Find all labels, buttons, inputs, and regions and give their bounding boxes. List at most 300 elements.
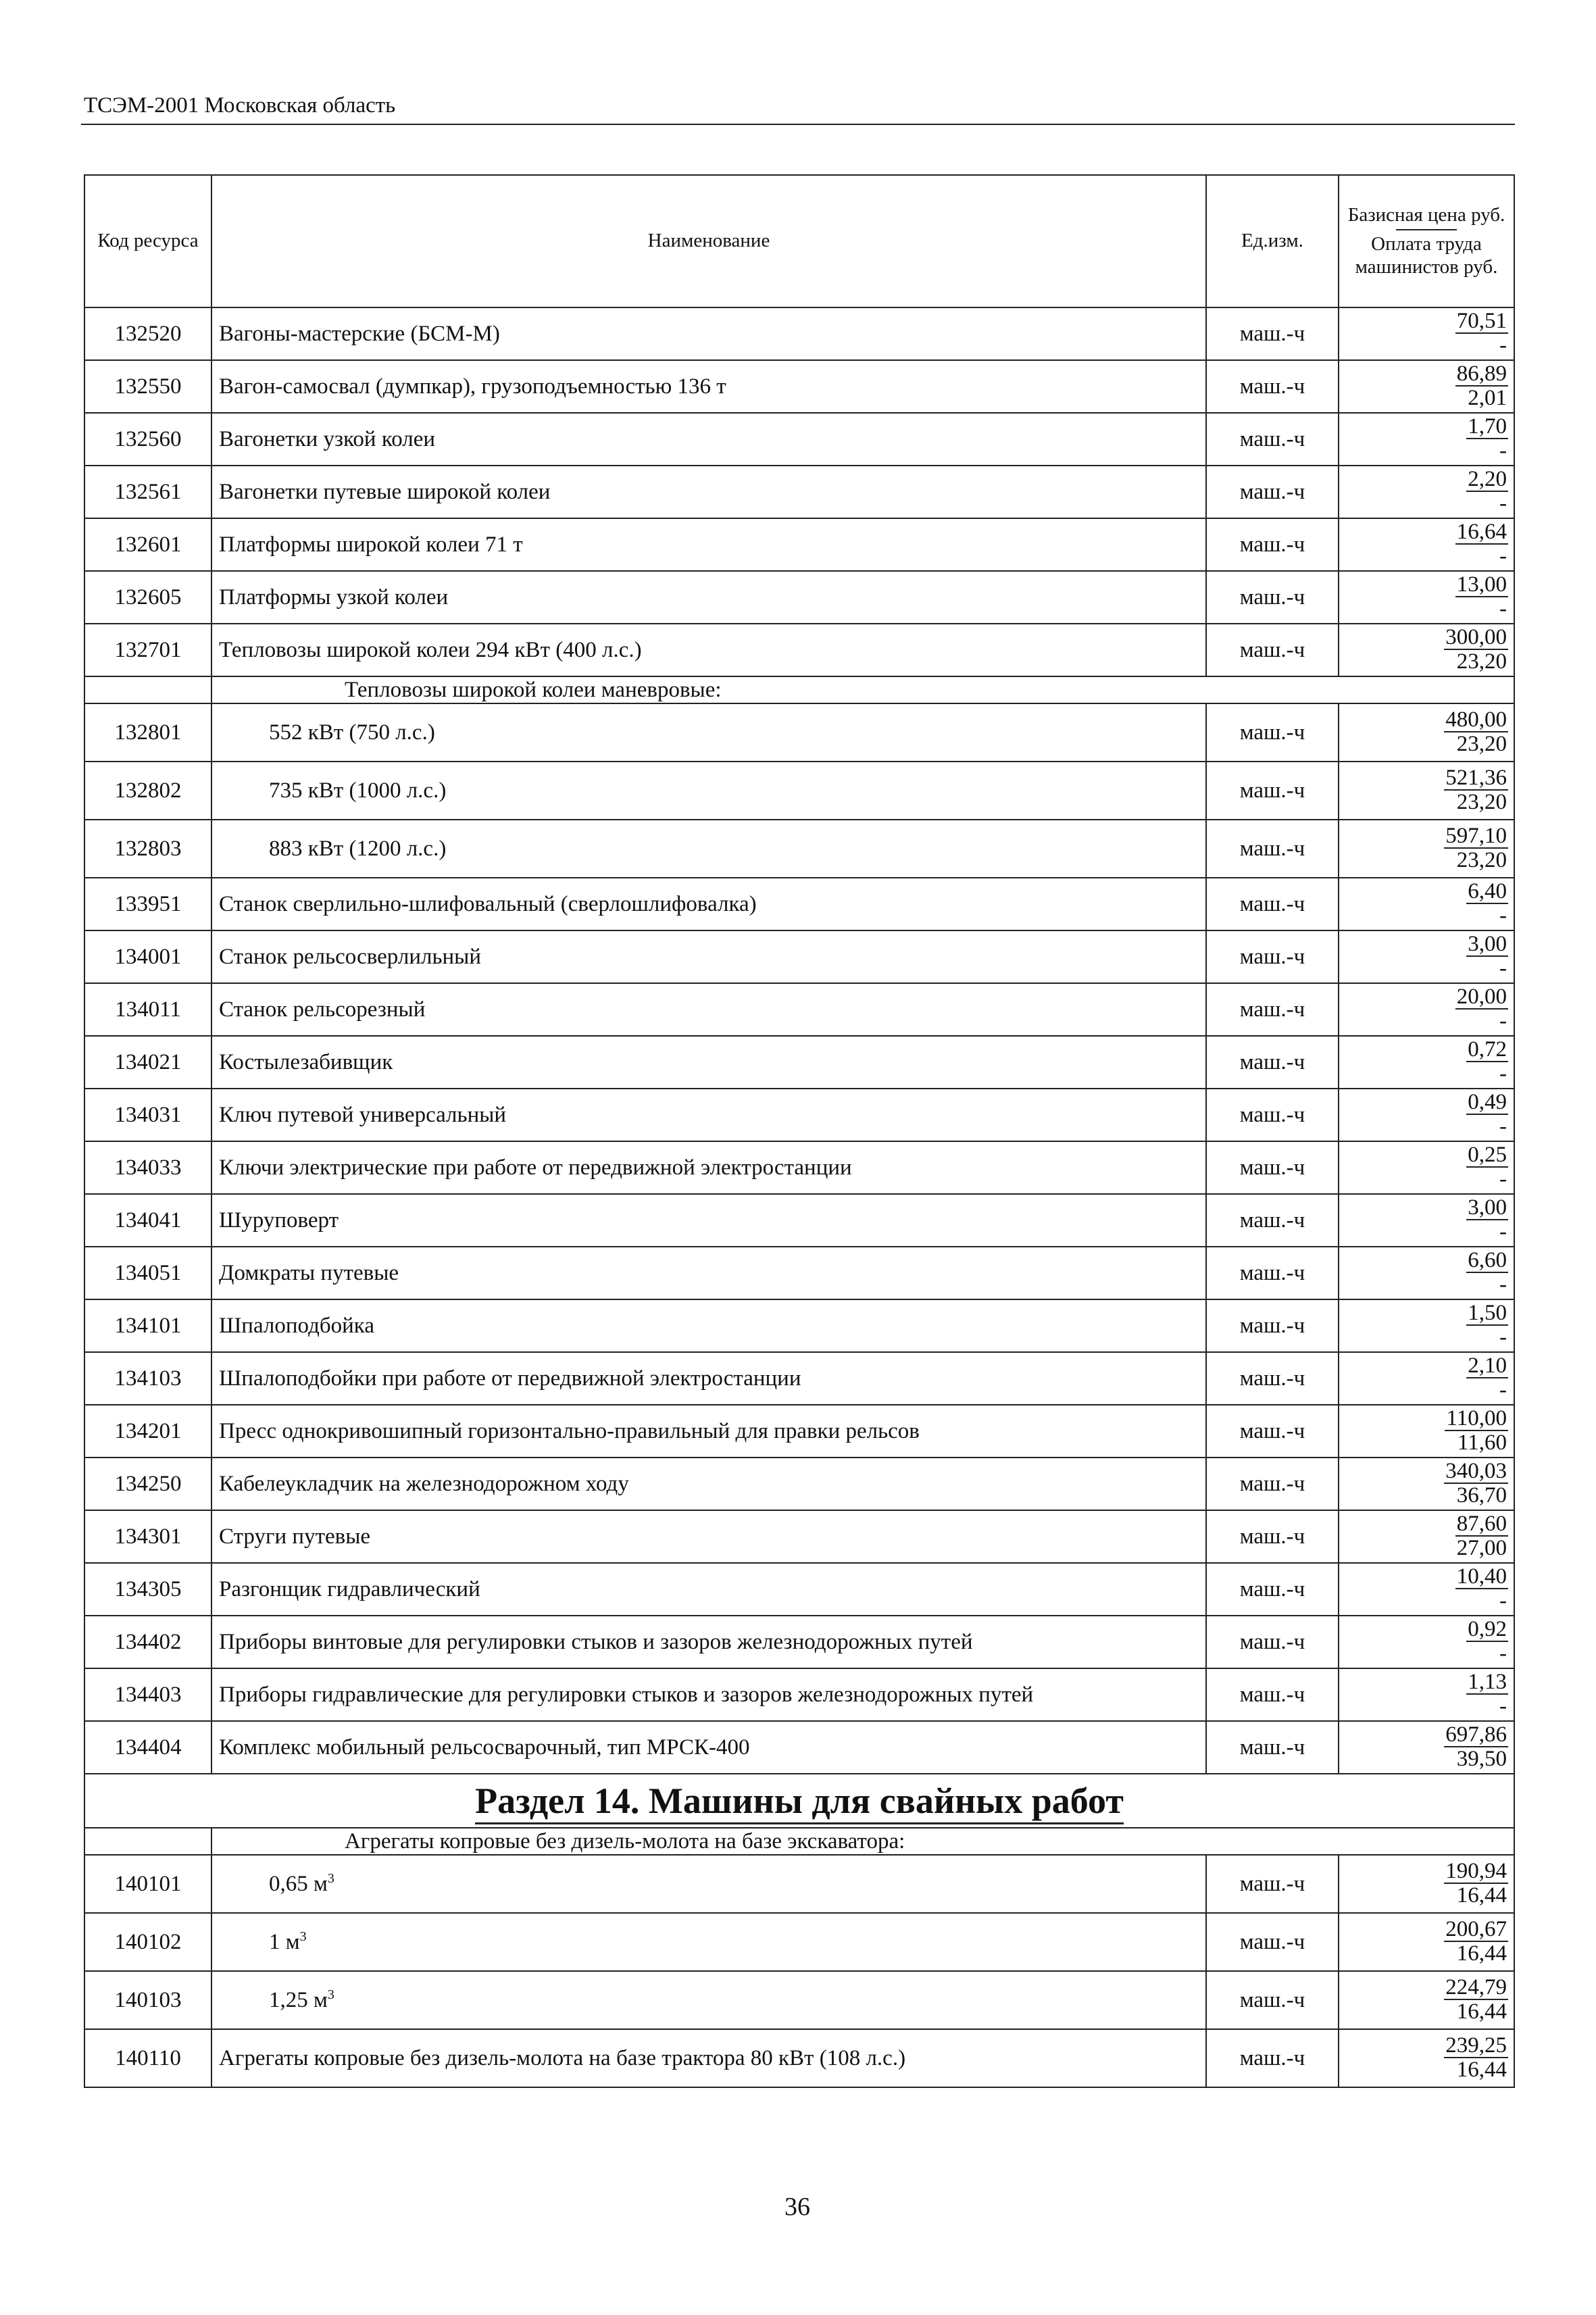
resource-name-text: Станок рельсосверлильный [219,944,482,969]
operator-wage: - [1499,491,1507,516]
resource-name-text: Платформы узкой колеи [219,584,449,609]
table-row [84,1855,1514,1913]
price-fraction [1466,1618,1508,1666]
table-row [84,360,1514,413]
table-row [84,307,1514,360]
resource-code: 140110 [84,2029,211,2087]
resource-name-text: Комплекс мобильный рельсосварочный, тип МРСК-400 [219,1735,750,1760]
price-cell [1339,2029,1514,2087]
unit-of-measure: маш.-ч [1206,1855,1339,1913]
operator-wage: - [1499,439,1507,464]
resource-name-text: Вагонетки путевые широкой колеи [219,479,551,504]
price-fraction [1445,1407,1508,1455]
base-price: 1,13 [1468,1669,1507,1694]
resource-name-text: Приборы гидравлические для регулировки стыков и зазоров железнодорожных путей [219,1682,1034,1707]
resource-name-text: Ключ путевой универсальный [219,1102,507,1127]
base-price: 480,00 [1445,707,1507,732]
price-cell [1339,518,1514,571]
resource-name [211,518,1206,571]
table-row [84,518,1514,571]
table-row [84,762,1514,820]
column-header-code: Код ресурса [84,175,211,307]
resource-code: 132801 [84,703,211,762]
unit-of-measure: маш.-ч [1206,1616,1339,1668]
unit-of-measure: маш.-ч [1206,1299,1339,1352]
resource-table [84,174,1515,2088]
price-fraction [1466,468,1508,516]
resource-name [211,1913,1206,1971]
resource-code: 132550 [84,360,211,413]
unit-of-measure: маш.-ч [1206,1668,1339,1721]
unit-of-measure: маш.-ч [1206,1971,1339,2029]
resource-name [211,1855,1206,1913]
subheading-code-cell [84,1828,211,1855]
price-cell [1339,983,1514,1036]
price-fraction [1455,1565,1508,1613]
unit-superscript: 3 [299,1929,307,1944]
resource-name-text: Разгонщик гидравлический [219,1576,480,1601]
operator-wage: - [1499,544,1507,569]
section-row [84,1774,1514,1828]
unit-of-measure: маш.-ч [1206,518,1339,571]
price-cell [1339,1510,1514,1563]
price-cell [1339,1855,1514,1913]
price-cell [1339,1299,1514,1352]
price-fraction [1455,520,1508,568]
column-header-unit: Ед.изм. [1206,175,1339,307]
resource-code: 134031 [84,1089,211,1141]
resource-code: 132701 [84,624,211,676]
unit-of-measure: маш.-ч [1206,1089,1339,1141]
operator-wage: - [1499,1378,1507,1403]
base-price: 0,25 [1468,1142,1507,1167]
price-cell [1339,1405,1514,1458]
operator-wage: - [1499,1114,1507,1139]
base-price: 190,94 [1445,1858,1507,1883]
unit-of-measure: маш.-ч [1206,1721,1339,1774]
operator-wage: - [1499,333,1507,358]
operator-wage: 16,44 [1456,1999,1507,2024]
base-price: 86,89 [1456,361,1507,386]
base-price: 340,03 [1445,1458,1507,1483]
base-price: 87,60 [1456,1511,1507,1536]
table-row [84,413,1514,466]
resource-name-text: 1,25 м [269,1988,328,2012]
resource-name [211,930,1206,983]
resource-code: 134250 [84,1458,211,1510]
price-fraction [1444,1723,1508,1771]
base-price: 2,10 [1468,1353,1507,1378]
table-body-pile-drivers [84,1855,1514,2029]
resource-name-text: Кабелеукладчик на железнодорожном ходу [219,1471,629,1496]
header-rule [81,124,1515,125]
resource-code: 134402 [84,1616,211,1668]
table-body-pile-drivers-tractor [84,2029,1514,2087]
resource-name-text: 552 кВт (750 л.с.) [269,720,435,745]
resource-name-text: Пресс однокривошипный горизонтально-правильный для правки рельсов [219,1418,920,1443]
price-cell [1339,413,1514,466]
price-fraction [1466,880,1508,928]
price-cell [1339,1352,1514,1405]
price-fraction [1466,932,1508,980]
price-cell [1339,1913,1514,1971]
table-row [84,1405,1514,1458]
resource-name-text: Ключи электрические при работе от передвижной электростанции [219,1155,852,1180]
unit-superscript: 3 [327,1987,334,2002]
price-fraction [1466,1038,1508,1086]
base-price: 597,10 [1445,823,1507,848]
price-fraction [1444,766,1508,814]
resource-name [211,1247,1206,1299]
price-fraction [1466,1091,1508,1139]
resource-name [211,703,1206,762]
operator-wage: 16,44 [1456,1883,1507,1908]
table-row [84,571,1514,624]
table-body-track-machines [84,878,1514,1774]
base-price: 3,00 [1468,931,1507,956]
resource-code: 134201 [84,1405,211,1458]
column-header-name: Наименование [211,175,1206,307]
resource-name-text: Вагон-самосвал (думпкар), грузоподъемностью 136 т [219,374,726,399]
operator-wage: 23,20 [1456,732,1507,757]
resource-code: 134041 [84,1194,211,1247]
operator-wage: - [1499,956,1507,981]
price-fraction [1466,1354,1508,1402]
resource-name-text: 735 кВт (1000 л.с.) [269,778,447,803]
resource-name-text: 883 кВт (1200 л.с.) [269,836,447,861]
operator-wage: - [1499,1325,1507,1350]
resource-code: 134403 [84,1668,211,1721]
base-price: 697,86 [1445,1722,1507,1747]
operator-wage: - [1499,1062,1507,1087]
resource-name [211,1971,1206,2029]
unit-of-measure: маш.-ч [1206,1141,1339,1194]
price-cell [1339,571,1514,624]
price-header-bottom: Оплата труда машинистов руб. [1355,233,1498,278]
resource-name [211,878,1206,930]
operator-wage: - [1499,1167,1507,1192]
unit-of-measure: маш.-ч [1206,1194,1339,1247]
price-fraction [1466,1301,1508,1349]
resource-name [211,413,1206,466]
unit-of-measure: маш.-ч [1206,930,1339,983]
table-body-locomotives [84,703,1514,878]
price-fraction [1455,985,1508,1033]
operator-wage: 16,44 [1456,1941,1507,1966]
price-cell [1339,1247,1514,1299]
unit-superscript: 3 [327,1871,334,1886]
price-cell [1339,307,1514,360]
base-price: 1,50 [1468,1300,1507,1325]
unit-of-measure: маш.-ч [1206,703,1339,762]
operator-wage: 27,00 [1456,1536,1507,1561]
subheading-row [84,676,1514,703]
table-row [84,1089,1514,1141]
table-row [84,1721,1514,1774]
resource-code: 132561 [84,466,211,518]
price-cell [1339,820,1514,878]
resource-code: 134101 [84,1299,211,1352]
resource-name [211,1458,1206,1510]
resource-code: 140102 [84,1913,211,1971]
resource-code: 132803 [84,820,211,878]
resource-code: 132605 [84,571,211,624]
price-fraction [1466,1143,1508,1191]
operator-wage: - [1499,1220,1507,1245]
table-row [84,1668,1514,1721]
price-cell [1339,360,1514,413]
resource-name [211,1299,1206,1352]
resource-name [211,983,1206,1036]
page-number: 36 [784,2193,810,2221]
table-row [84,1299,1514,1352]
price-cell [1339,1036,1514,1089]
table-row [84,1141,1514,1194]
table-row [84,624,1514,676]
price-cell [1339,1721,1514,1774]
price-fraction [1466,1196,1508,1244]
resource-name [211,1036,1206,1089]
price-fraction [1444,708,1508,756]
unit-of-measure: маш.-ч [1206,1036,1339,1089]
resource-name-text: Шуруповерт [219,1208,339,1233]
price-fraction [1444,1976,1508,2024]
resource-name-text: Струги путевые [219,1524,371,1549]
price-cell [1339,624,1514,676]
resource-code: 134033 [84,1141,211,1194]
resource-code: 140103 [84,1971,211,2029]
unit-of-measure: маш.-ч [1206,1563,1339,1616]
table-row [84,1194,1514,1247]
price-fraction [1444,2034,1508,2082]
price-fraction [1455,1512,1508,1560]
base-price: 3,00 [1468,1195,1507,1220]
base-price: 0,49 [1468,1089,1507,1114]
resource-code: 134001 [84,930,211,983]
price-cell [1339,1194,1514,1247]
base-price: 0,72 [1468,1037,1507,1062]
unit-of-measure: маш.-ч [1206,1913,1339,1971]
resource-name-text: Станок рельсорезный [219,997,426,1022]
operator-wage: - [1499,903,1507,928]
unit-of-measure: маш.-ч [1206,2029,1339,2087]
table-body-railway [84,307,1514,676]
table-row [84,1913,1514,1971]
price-fraction [1455,362,1508,410]
price-cell [1339,762,1514,820]
price-fraction [1455,309,1508,357]
resource-name [211,466,1206,518]
column-header-price [1339,175,1514,307]
resource-name-text: Платформы широкой колеи 71 т [219,532,523,557]
resource-name [211,1668,1206,1721]
price-cell [1339,1458,1514,1510]
unit-of-measure: маш.-ч [1206,466,1339,518]
resource-name [211,1405,1206,1458]
operator-wage: - [1499,1272,1507,1297]
resource-name-text: 1 м [269,1930,300,1954]
base-price: 13,00 [1456,572,1507,597]
resource-name-text: Шпалоподбойки при работе от передвижной электростанции [219,1366,801,1391]
section-title-text: Раздел 14. Машины для свайных работ [475,1781,1124,1824]
price-fraction [1444,626,1508,674]
subheading-locomotives: Тепловозы широкой колеи маневровые: [211,676,1514,703]
unit-of-measure: маш.-ч [1206,1247,1339,1299]
subheading-pile-drivers: Агрегаты копровые без дизель-молота на базе экскаватора: [211,1828,1514,1855]
unit-of-measure: маш.-ч [1206,983,1339,1036]
operator-wage: - [1499,1589,1507,1614]
resource-name [211,2029,1206,2087]
unit-of-measure: маш.-ч [1206,1458,1339,1510]
operator-wage: 23,20 [1456,790,1507,815]
price-fraction [1455,573,1508,621]
price-header-top: Базисная цена руб. [1347,203,1505,226]
unit-of-measure: маш.-ч [1206,571,1339,624]
resource-name [211,360,1206,413]
price-fraction [1466,1670,1508,1718]
operator-wage: - [1499,597,1507,622]
table-row [84,983,1514,1036]
price-fraction [1444,824,1508,872]
resource-code: 132601 [84,518,211,571]
base-price: 16,64 [1456,519,1507,544]
price-cell [1339,1971,1514,2029]
resource-name-text: Шпалоподбойка [219,1313,374,1338]
resource-code: 132560 [84,413,211,466]
table-row [84,1247,1514,1299]
resource-name-text: Вагоны-мастерские (БСМ-М) [219,321,500,346]
resource-code: 132802 [84,762,211,820]
operator-wage: - [1499,1641,1507,1666]
base-price: 6,40 [1468,878,1507,903]
unit-of-measure: маш.-ч [1206,762,1339,820]
unit-of-measure: маш.-ч [1206,1352,1339,1405]
resource-name [211,1563,1206,1616]
resource-name [211,1721,1206,1774]
price-fraction [1444,1860,1508,1908]
resource-name [211,1089,1206,1141]
resource-name-text: Агрегаты копровые без дизель-молота на базе трактора 80 кВт (108 л.с.) [219,2045,906,2070]
resource-name-text: Приборы винтовые для регулировки стыков и зазоров железнодорожных путей [219,1629,973,1654]
resource-name-text: Вагонетки узкой колеи [219,426,436,451]
price-cell [1339,1668,1514,1721]
table-row [84,2029,1514,2087]
table-header-row [84,175,1514,307]
operator-wage: 23,20 [1456,649,1507,674]
resource-code: 134305 [84,1563,211,1616]
table-row [84,820,1514,878]
price-cell [1339,703,1514,762]
base-price: 200,67 [1445,1916,1507,1941]
table-row [84,1971,1514,2029]
resource-name [211,820,1206,878]
resource-code: 134103 [84,1352,211,1405]
resource-name [211,1616,1206,1668]
resource-code: 134011 [84,983,211,1036]
operator-wage: 23,20 [1456,848,1507,873]
base-price: 70,51 [1456,308,1507,333]
unit-of-measure: маш.-ч [1206,413,1339,466]
resource-name [211,1352,1206,1405]
table-row [84,930,1514,983]
price-fraction [1466,415,1508,463]
subheading-code-cell [84,676,211,703]
resource-name-text: Костылезабивщик [219,1049,393,1074]
resource-name [211,1194,1206,1247]
resource-name [211,1510,1206,1563]
base-price: 0,92 [1468,1616,1507,1641]
base-price: 1,70 [1468,414,1507,439]
table-row [84,878,1514,930]
resource-name [211,1141,1206,1194]
table-row [84,1563,1514,1616]
operator-wage: 39,50 [1456,1747,1507,1772]
resource-code: 132520 [84,307,211,360]
resource-name [211,762,1206,820]
subheading-row [84,1828,1514,1855]
price-cell [1339,1616,1514,1668]
table-row [84,1352,1514,1405]
table-row [84,1458,1514,1510]
base-price: 110,00 [1446,1405,1507,1430]
resource-code: 134301 [84,1510,211,1563]
resource-name-text: Домкраты путевые [219,1260,399,1285]
unit-of-measure: маш.-ч [1206,1405,1339,1458]
base-price: 521,36 [1445,765,1507,790]
operator-wage: 16,44 [1456,2058,1507,2083]
price-cell [1339,466,1514,518]
price-fraction [1466,1249,1508,1297]
unit-of-measure: маш.-ч [1206,360,1339,413]
resource-name-text: Станок сверлильно-шлифовальный (сверлошлифовалка) [219,891,757,916]
table-row [84,1616,1514,1668]
base-price: 2,20 [1468,466,1507,491]
resource-code: 134021 [84,1036,211,1089]
table-row [84,703,1514,762]
price-fraction [1444,1918,1508,1966]
price-cell [1339,878,1514,930]
table-row [84,1510,1514,1563]
price-fraction [1444,1460,1508,1508]
unit-of-measure: маш.-ч [1206,624,1339,676]
operator-wage: 11,60 [1457,1430,1507,1455]
operator-wage: - [1499,1009,1507,1034]
resource-name [211,624,1206,676]
resource-name [211,571,1206,624]
operator-wage: 36,70 [1456,1483,1507,1508]
resource-name-text: 0,65 м [269,1872,328,1896]
resource-code: 133951 [84,878,211,930]
unit-of-measure: маш.-ч [1206,820,1339,878]
price-cell [1339,1141,1514,1194]
unit-of-measure: маш.-ч [1206,307,1339,360]
base-price: 20,00 [1456,984,1507,1009]
base-price: 10,40 [1456,1564,1507,1589]
resource-code: 140101 [84,1855,211,1913]
unit-of-measure: маш.-ч [1206,878,1339,930]
operator-wage: 2,01 [1468,386,1507,411]
resource-name-text: Тепловозы широкой колеи 294 кВт (400 л.с.) [219,637,642,662]
operator-wage: - [1499,1694,1507,1719]
base-price: 300,00 [1445,624,1507,649]
price-cell [1339,1089,1514,1141]
base-price: 224,79 [1445,1974,1507,1999]
price-header-divider [1396,229,1457,230]
base-price: 239,25 [1445,2033,1507,2058]
base-price: 6,60 [1468,1247,1507,1272]
resource-name [211,307,1206,360]
resource-code: 134051 [84,1247,211,1299]
